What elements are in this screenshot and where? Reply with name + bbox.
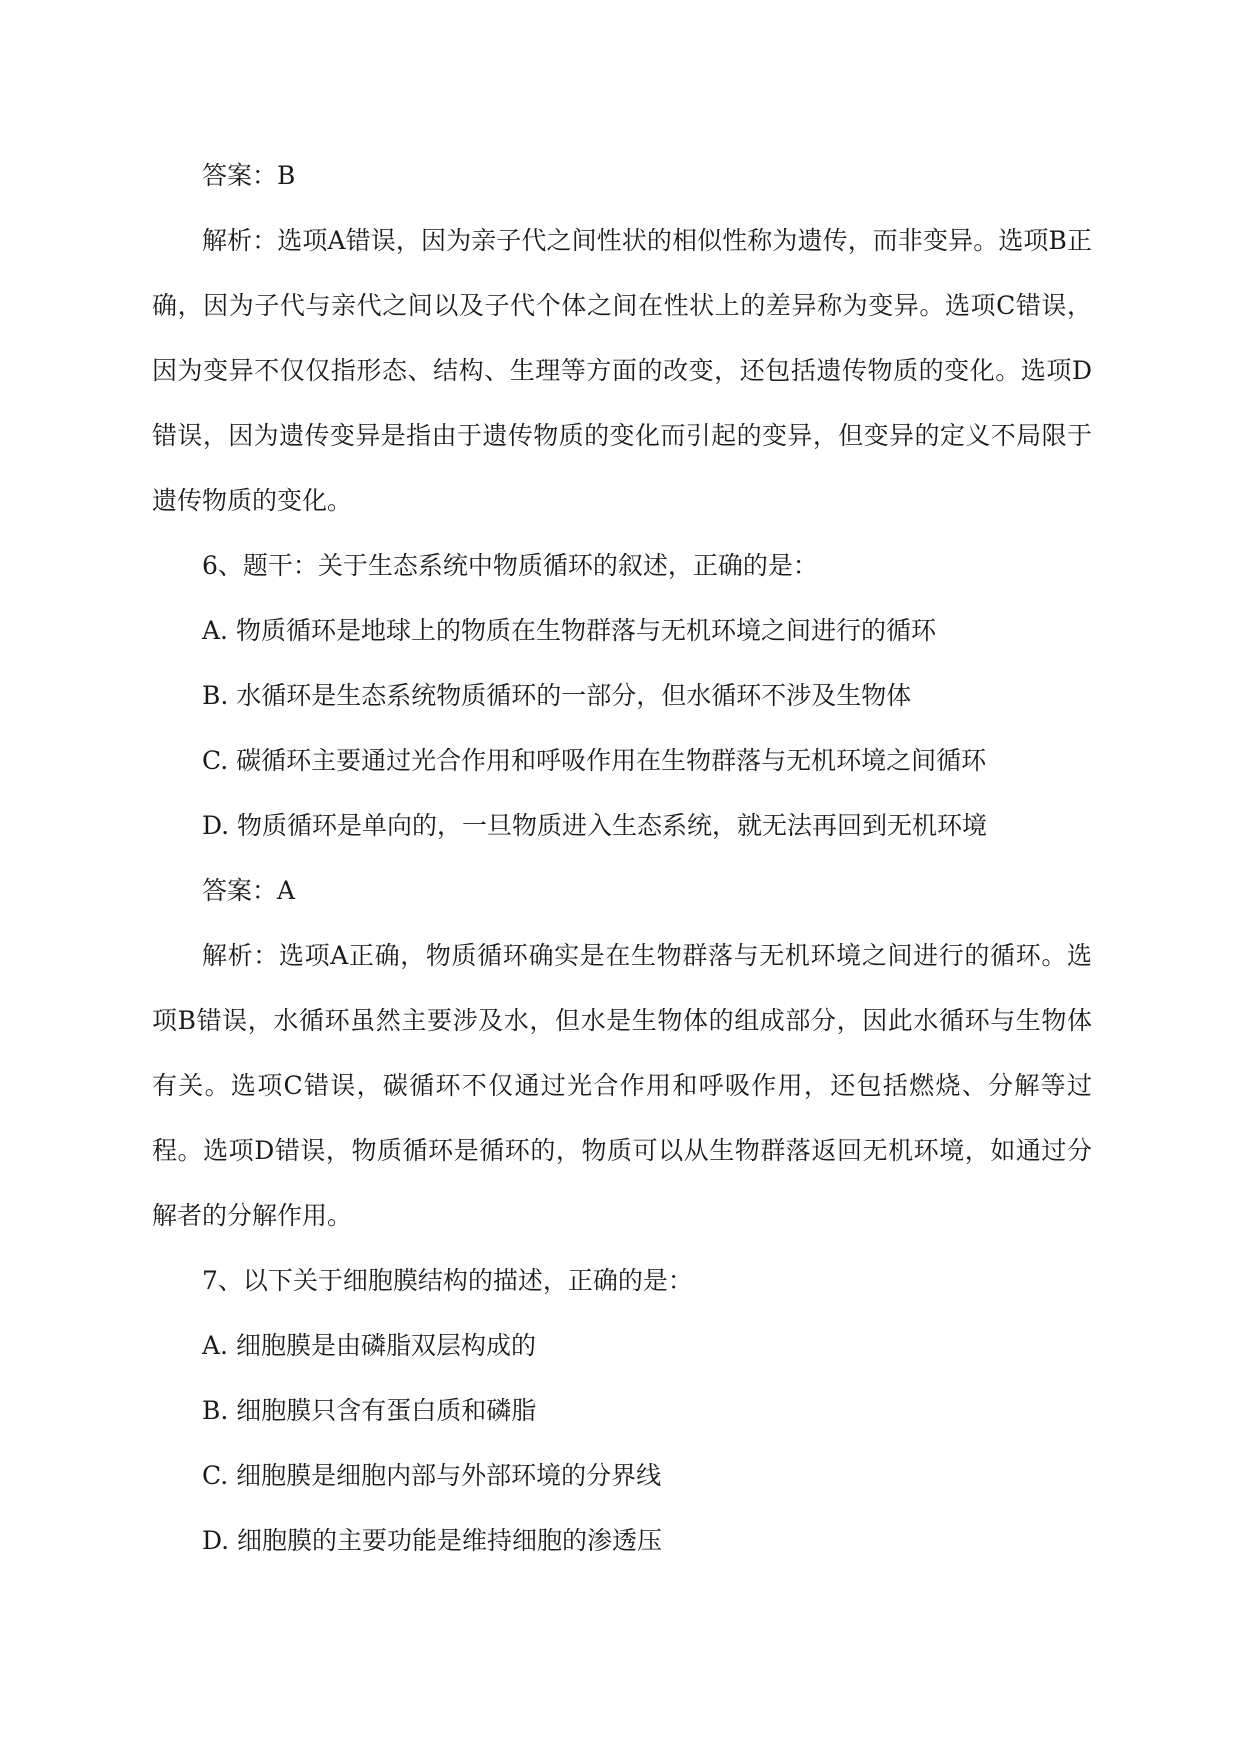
q6-answer: 答案：A	[202, 876, 296, 905]
q6-option-c: C. 碳循环主要通过光合作用和呼吸作用在生物群落与无机环境之间循环	[202, 746, 987, 775]
q6-option-b: B. 水循环是生态系统物质循环的一部分，但水循环不涉及生物体	[202, 681, 912, 710]
q7-option-a: A. 细胞膜是由磷脂双层构成的	[202, 1331, 536, 1360]
q6-stem: 6、题干：关于生态系统中物质循环的叙述，正确的是：	[202, 551, 818, 580]
q5-answer: 答案：B	[202, 161, 296, 190]
q5-analysis: 解析：选项A错误，因为亲子代之间性状的相似性称为遗传，而非变异。选项B正确，因为子代与亲代之间以及子代个体之间在性状上的差异称为变异。选项C错误，因为变异不仅仅指形态、结构、生理等方面的改变，还包括遗传物质的变化。选项D错误，因为遗传变异是指由于遗传物质的变化而引起的变异，但变异的定义不局限于遗传物质的变化。	[152, 226, 1092, 515]
q6-option-d: D. 物质循环是单向的，一旦物质进入生态系统，就无法再回到无机环境	[202, 811, 988, 840]
q6-analysis: 解析：选项A正确，物质循环确实是在生物群落与无机环境之间进行的循环。选项B错误，水循环虽然主要涉及水，但水是生物体的组成部分，因此水循环与生物体有关。选项C错误，碳循环不仅通过光合作用和呼吸作用，还包括燃烧、分解等过程。选项D错误，物质循环是循环的，物质可以从生物群落返回无机环境，如通过分解者的分解作用。	[152, 941, 1092, 1230]
q7-option-b: B. 细胞膜只含有蛋白质和磷脂	[202, 1396, 537, 1425]
q7-option-d: D. 细胞膜的主要功能是维持细胞的渗透压	[202, 1526, 663, 1555]
q7-stem: 7、以下关于细胞膜结构的描述，正确的是：	[202, 1266, 693, 1295]
document-body	[152, 143, 1092, 1573]
q7-option-c: C. 细胞膜是细胞内部与外部环境的分界线	[202, 1461, 662, 1490]
q6-option-a: A. 物质循环是地球上的物质在生物群落与无机环境之间进行的循环	[202, 616, 936, 645]
